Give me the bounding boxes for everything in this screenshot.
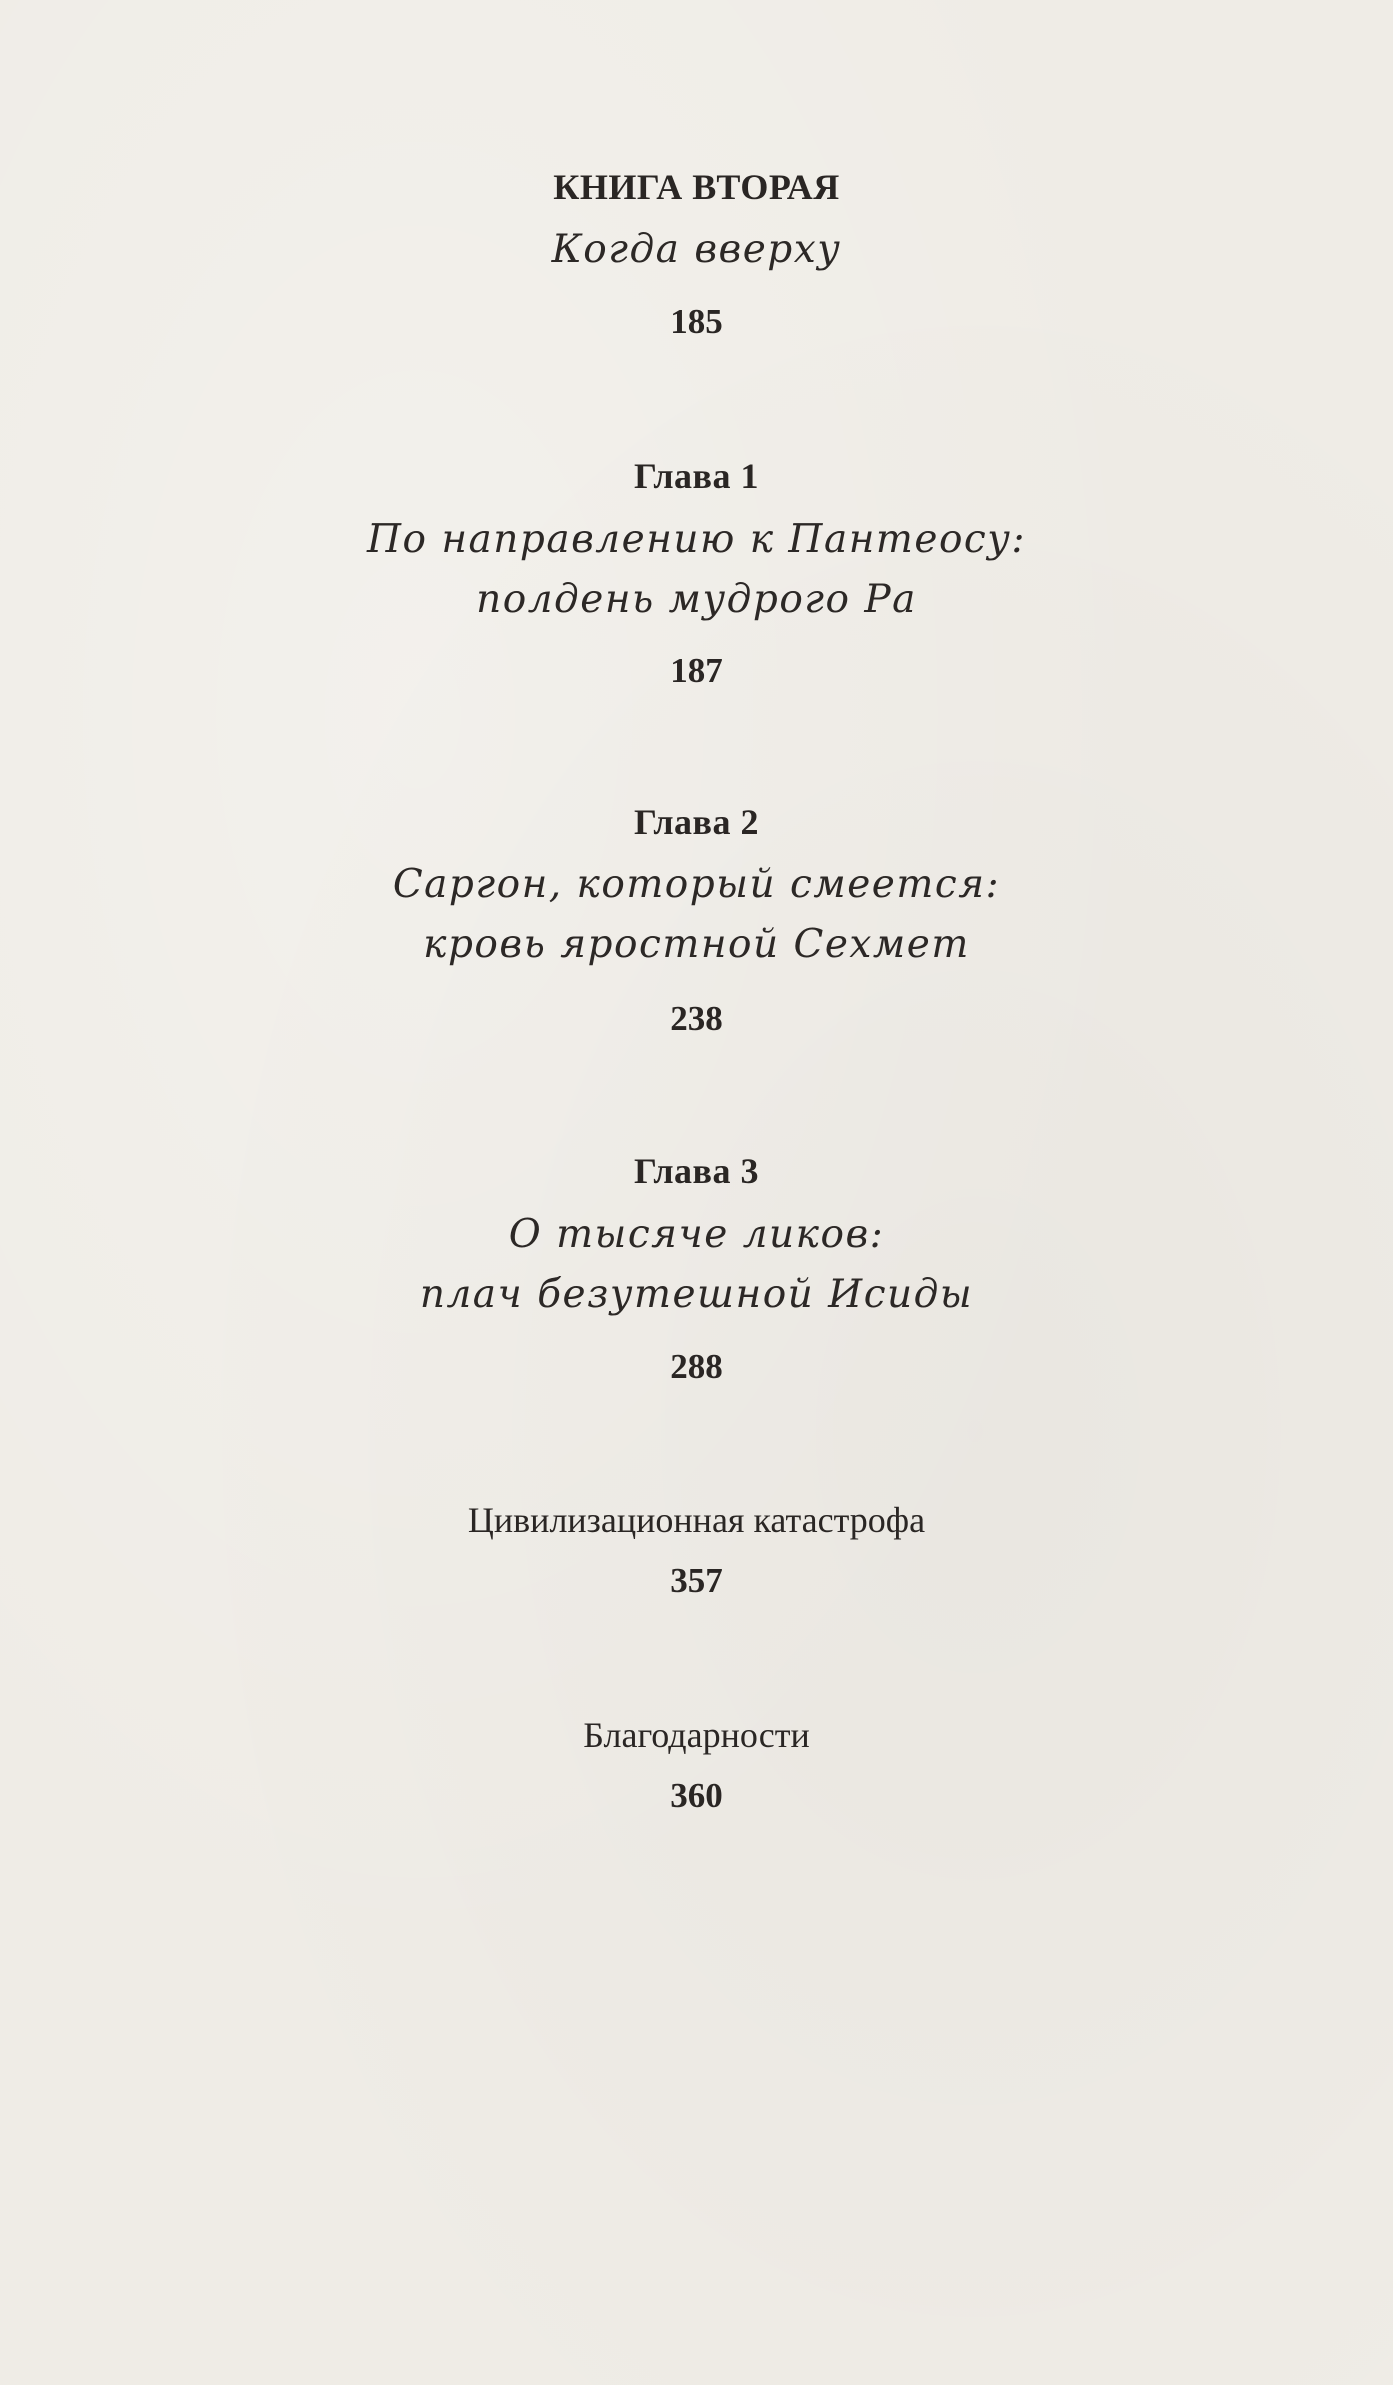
chapter-3-page-number: 288 [670,1347,723,1386]
book-title: Когда вверху [551,227,842,272]
chapter-1-page-number: 187 [670,651,723,690]
extra-catastrophe-title: Цивилизационная катастрофа [467,1500,926,1540]
extra-acknowledgements-page-number: 360 [670,1776,723,1815]
chapter-3-label: Глава 3 [634,1151,759,1191]
chapter-3-title-line2: плач безутешной Исиды [419,1272,974,1317]
chapter-2-page-number: 238 [670,999,723,1038]
extra-catastrophe-page-number: 357 [670,1561,723,1600]
book-page-number: 185 [670,302,723,341]
book-label: КНИГА ВТОРАЯ [553,167,840,207]
extra-acknowledgements-title: Благодарности [583,1715,810,1755]
chapter-1-title-line2: полдень мудрого Ра [476,577,917,622]
chapter-2-label: Глава 2 [634,802,759,842]
chapter-2-title-line2: кровь яростной Сехмет [423,922,970,967]
chapter-1-label: Глава 1 [634,456,759,496]
chapter-3-title-line1: О тысяче ликов: [508,1212,885,1257]
chapter-1-title-line1: По направлению к Пантеосу: [366,517,1027,562]
chapter-2-title-line1: Саргон, который смеется: [392,862,1001,907]
